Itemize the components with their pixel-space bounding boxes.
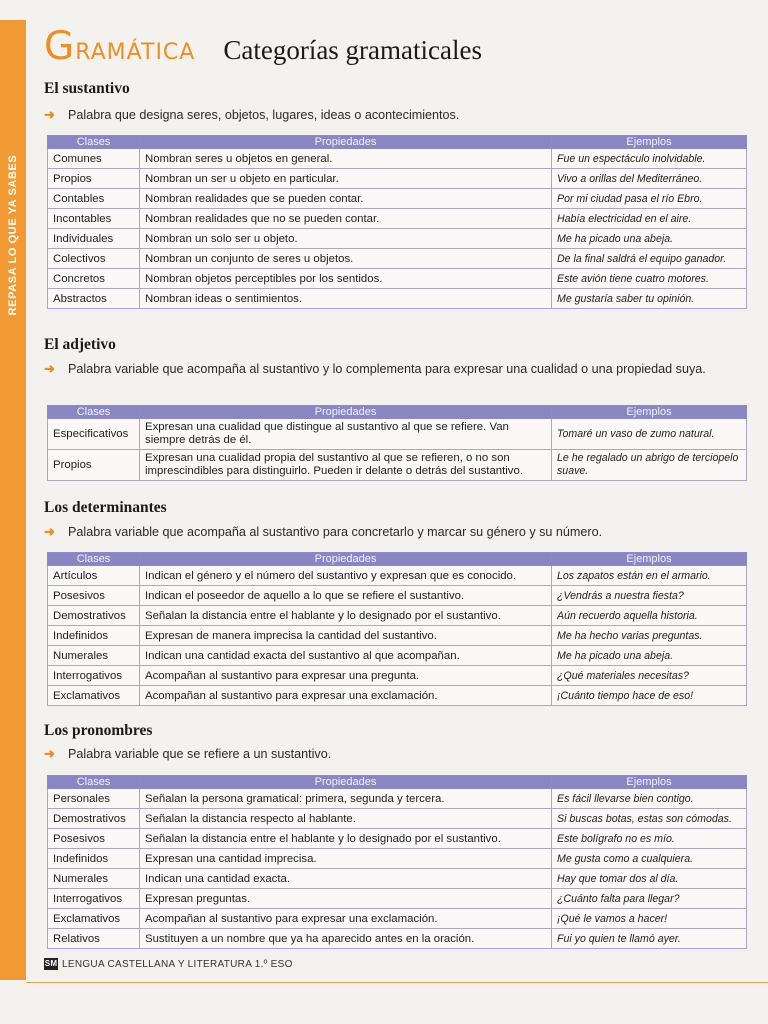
cell-propiedad: Expresan preguntas. xyxy=(140,889,552,909)
cell-clase: Numerales xyxy=(48,646,140,666)
cell-clase: Comunes xyxy=(48,149,140,169)
col-header-clases: Clases xyxy=(48,776,140,789)
cell-ejemplo: ¿Cuánto falta para llegar? xyxy=(552,889,747,909)
table-row xyxy=(48,789,747,809)
table-sustantivo xyxy=(47,135,747,309)
table-row xyxy=(48,149,747,169)
arrow-icon: ➜ xyxy=(44,361,55,376)
table-row xyxy=(48,566,747,586)
cell-ejemplo: Fui yo quien te llamó ayer. xyxy=(552,929,747,949)
col-header-propiedades: Propiedades xyxy=(140,553,552,566)
definition-sustantivo: ➜ Palabra que designa seres, objetos, lugares, ideas o acontecimientos. xyxy=(44,107,460,122)
cell-ejemplo: Me ha picado una abeja. xyxy=(552,229,747,249)
cell-ejemplo: Me ha picado una abeja. xyxy=(552,646,747,666)
col-header-propiedades: Propiedades xyxy=(140,776,552,789)
table-row xyxy=(48,626,747,646)
brand-label: GRAMÁTICA xyxy=(44,24,196,69)
cell-propiedad: Señalan la persona gramatical: primera, segunda y tercera. xyxy=(140,789,552,809)
table-pronombres xyxy=(47,775,747,949)
cell-propiedad: Nombran seres u objetos en general. xyxy=(140,149,552,169)
cell-ejemplo: Aún recuerdo aquella historia. xyxy=(552,606,747,626)
cell-propiedad: Acompañan al sustantivo para expresar una exclamación. xyxy=(140,909,552,929)
table-row xyxy=(48,189,747,209)
arrow-icon: ➜ xyxy=(44,524,55,539)
cell-propiedad: Nombran un solo ser u objeto. xyxy=(140,229,552,249)
cell-ejemplo: Este avión tiene cuatro motores. xyxy=(552,269,747,289)
col-header-ejemplos: Ejemplos xyxy=(552,553,747,566)
cell-clase: Exclamativos xyxy=(48,686,140,706)
cell-propiedad: Expresan una cualidad que distingue al sustantivo al que se refiere. Van siempre detrás de él. xyxy=(140,419,552,450)
col-header-ejemplos: Ejemplos xyxy=(552,136,747,149)
table-row xyxy=(48,209,747,229)
table-row xyxy=(48,809,747,829)
cell-propiedad: Sustituyen a un nombre que ya ha aparecido antes en la oración. xyxy=(140,929,552,949)
cell-ejemplo: ¡Cuánto tiempo hace de eso! xyxy=(552,686,747,706)
page-footer xyxy=(44,958,293,970)
cell-clase: Relativos xyxy=(48,929,140,949)
table-row xyxy=(48,646,747,666)
cell-clase: Propios xyxy=(48,450,140,481)
cell-clase: Indefinidos xyxy=(48,626,140,646)
section-title-determinantes: Los determinantes xyxy=(44,499,167,516)
table-row xyxy=(48,419,747,450)
arrow-icon: ➜ xyxy=(44,107,55,122)
cell-clase: Interrogativos xyxy=(48,666,140,686)
cell-propiedad: Expresan de manera imprecisa la cantidad del sustantivo. xyxy=(140,626,552,646)
table-row xyxy=(48,229,747,249)
cell-propiedad: Nombran un conjunto de seres u objetos. xyxy=(140,249,552,269)
cell-clase: Interrogativos xyxy=(48,889,140,909)
cell-propiedad: Señalan la distancia entre el hablante y lo designado por el sustantivo. xyxy=(140,829,552,849)
table-row xyxy=(48,586,747,606)
page-bottom-rule xyxy=(26,982,768,983)
table-row xyxy=(48,289,747,309)
cell-clase: Contables xyxy=(48,189,140,209)
cell-propiedad: Indican el género y el número del sustantivo y expresan que es conocido. xyxy=(140,566,552,586)
cell-ejemplo: Los zapatos están en el armario. xyxy=(552,566,747,586)
cell-ejemplo: Tomaré un vaso de zumo natural. xyxy=(552,419,747,450)
col-header-clases: Clases xyxy=(48,553,140,566)
page-header xyxy=(44,24,482,76)
col-header-ejemplos: Ejemplos xyxy=(552,406,747,419)
table-row xyxy=(48,606,747,626)
cell-ejemplo: Me gusta como a cualquiera. xyxy=(552,849,747,869)
cell-propiedad: Indican una cantidad exacta del sustantivo al que acompañan. xyxy=(140,646,552,666)
cell-propiedad: Nombran ideas o sentimientos. xyxy=(140,289,552,309)
col-header-propiedades: Propiedades xyxy=(140,406,552,419)
cell-propiedad: Señalan la distancia respecto al hablante. xyxy=(140,809,552,829)
cell-propiedad: Indican el poseedor de aquello a lo que se refiere el sustantivo. xyxy=(140,586,552,606)
cell-propiedad: Expresan una cantidad imprecisa. xyxy=(140,849,552,869)
section-title-adjetivo: El adjetivo xyxy=(44,336,116,353)
cell-clase: Colectivos xyxy=(48,249,140,269)
page-title: Categorías gramaticales xyxy=(223,35,482,65)
cell-ejemplo: Este bolígrafo no es mío. xyxy=(552,829,747,849)
cell-ejemplo: Vivo a orillas del Mediterráneo. xyxy=(552,169,747,189)
table-row xyxy=(48,929,747,949)
cell-clase: Demostrativos xyxy=(48,606,140,626)
table-row xyxy=(48,849,747,869)
table-row xyxy=(48,269,747,289)
cell-propiedad: Nombran realidades que no se pueden contar. xyxy=(140,209,552,229)
table-row xyxy=(48,249,747,269)
cell-clase: Artículos xyxy=(48,566,140,586)
cell-clase: Especificativos xyxy=(48,419,140,450)
table-row xyxy=(48,869,747,889)
cell-ejemplo: Le he regalado un abrigo de terciopelo suave. xyxy=(552,450,747,481)
footer-text: LENGUA CASTELLANA Y LITERATURA 1.º ESO xyxy=(62,958,293,970)
cell-clase: Exclamativos xyxy=(48,909,140,929)
section-title-sustantivo: El sustantivo xyxy=(44,80,130,97)
cell-ejemplo: Me gustaría saber tu opinión. xyxy=(552,289,747,309)
cell-propiedad: Nombran objetos perceptibles por los sentidos. xyxy=(140,269,552,289)
cell-propiedad: Acompañan al sustantivo para expresar una pregunta. xyxy=(140,666,552,686)
cell-clase: Numerales xyxy=(48,869,140,889)
table-row xyxy=(48,829,747,849)
cell-clase: Posesivos xyxy=(48,586,140,606)
cell-clase: Propios xyxy=(48,169,140,189)
col-header-propiedades: Propiedades xyxy=(140,136,552,149)
cell-ejemplo: ¿Vendrás a nuestra fiesta? xyxy=(552,586,747,606)
cell-clase: Individuales xyxy=(48,229,140,249)
definition-adjetivo: ➜ Palabra variable que acompaña al sustantivo y lo complementa para expresar una cualidad o una propiedad suya. xyxy=(44,361,706,376)
table-row xyxy=(48,666,747,686)
col-header-clases: Clases xyxy=(48,406,140,419)
cell-ejemplo: Había electricidad en el aire. xyxy=(552,209,747,229)
col-header-ejemplos: Ejemplos xyxy=(552,776,747,789)
table-adjetivo xyxy=(47,405,747,481)
table-determinantes xyxy=(47,552,747,706)
cell-ejemplo: Es fácil llevarse bien contigo. xyxy=(552,789,747,809)
cell-clase: Personales xyxy=(48,789,140,809)
publisher-logo: SM xyxy=(44,959,58,968)
cell-ejemplo: Me ha hecho varias preguntas. xyxy=(552,626,747,646)
cell-ejemplo: De la final saldrá el equipo ganador. xyxy=(552,249,747,269)
cell-clase: Abstractos xyxy=(48,289,140,309)
cell-ejemplo: Fue un espectáculo inolvidable. xyxy=(552,149,747,169)
cell-propiedad: Acompañan al sustantivo para expresar una exclamación. xyxy=(140,686,552,706)
cell-propiedad: Indican una cantidad exacta. xyxy=(140,869,552,889)
cell-propiedad: Nombran un ser u objeto en particular. xyxy=(140,169,552,189)
section-title-pronombres: Los pronombres xyxy=(44,722,153,739)
col-header-clases: Clases xyxy=(48,136,140,149)
cell-clase: Incontables xyxy=(48,209,140,229)
cell-clase: Indefinidos xyxy=(48,849,140,869)
cell-ejemplo: Si buscas botas, estas son cómodas. xyxy=(552,809,747,829)
table-row xyxy=(48,889,747,909)
table-row xyxy=(48,450,747,481)
table-row xyxy=(48,169,747,189)
cell-ejemplo: Por mi ciudad pasa el río Ebro. xyxy=(552,189,747,209)
cell-clase: Demostrativos xyxy=(48,809,140,829)
cell-propiedad: Señalan la distancia entre el hablante y lo designado por el sustantivo. xyxy=(140,606,552,626)
cell-clase: Concretos xyxy=(48,269,140,289)
cell-ejemplo: ¡Qué le vamos a hacer! xyxy=(552,909,747,929)
table-row xyxy=(48,909,747,929)
definition-pronombres: ➜ Palabra variable que se refiere a un sustantivo. xyxy=(44,746,332,761)
cell-ejemplo: Hay que tomar dos al día. xyxy=(552,869,747,889)
cell-propiedad: Expresan una cualidad propia del sustantivo al que se refieren, o no son imprescindibles para distinguirlo. Pueden ir delante o detrás del sustantivo. xyxy=(140,450,552,481)
table-row xyxy=(48,686,747,706)
cell-propiedad: Nombran realidades que se pueden contar. xyxy=(140,189,552,209)
arrow-icon: ➜ xyxy=(44,746,55,761)
cell-ejemplo: ¿Qué materiales necesitas? xyxy=(552,666,747,686)
definition-determinantes: ➜ Palabra variable que acompaña al sustantivo para concretarlo y marcar su género y su número. xyxy=(44,524,603,539)
cell-clase: Posesivos xyxy=(48,829,140,849)
